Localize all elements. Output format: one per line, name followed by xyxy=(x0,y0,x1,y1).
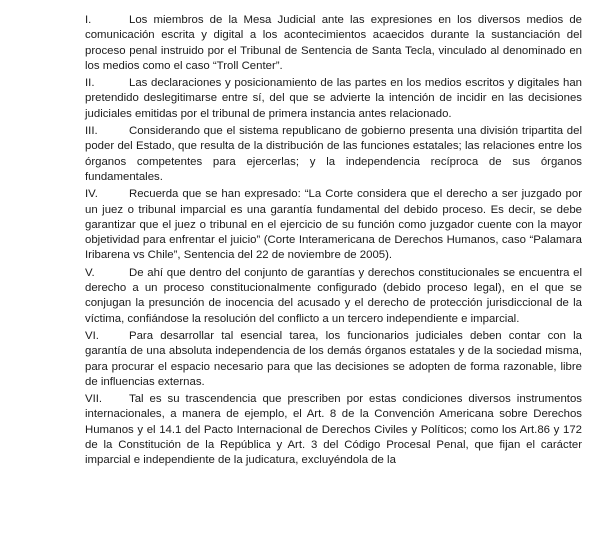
paragraph-number: III. xyxy=(85,125,98,138)
paragraph-number: II. xyxy=(85,77,95,90)
paragraph-2 xyxy=(85,76,582,122)
paragraph-text: Tal es su trascendencia que prescriben por estas condiciones diversos instrumentos internacionales, a manera de ejemplo, el Art. 8 de la Convención Americana sobre Derechos Humanos y el 14.1 del Pacto Internacional de Derechos Civiles y Políticos; como los Art.86 y 172 de la Constitución de la República y Art. 3 del Código Procesal Penal, que fijan el carácter imparcial e independiente de la judicatura, excluyéndola de la xyxy=(85,393,582,467)
paragraph-number: VII. xyxy=(85,393,103,406)
paragraph-text: Considerando que el sistema republicano de gobierno presenta una división tripartita del poder del Estado, que resulta de la distribución de las funciones estatales; las relaciones entre los órganos competentes para ejercerlas; y la independencia recíproca de sus órganos fundamentales. xyxy=(85,125,582,183)
paragraph-5 xyxy=(85,266,582,327)
paragraph-6 xyxy=(85,329,582,390)
paragraph-1 xyxy=(85,13,582,74)
clipped-heading xyxy=(0,0,612,5)
paragraph-3 xyxy=(85,124,582,185)
paragraph-number: VI. xyxy=(85,329,99,342)
paragraph-number: V. xyxy=(85,266,95,279)
paragraph-text: Para desarrollar tal esencial tarea, los funcionarios judiciales deben contar con la garantía de una absoluta independencia de los demás órganos estatales y de la sociedad misma, para procurar el espacio necesario para que las decisiones se adopten de forma razonable, libre de influencias externas. xyxy=(85,329,582,388)
paragraph-number: IV. xyxy=(85,188,98,201)
paragraph-4 xyxy=(85,187,582,263)
paragraph-text: De ahí que dentro del conjunto de garantías y derechos constitucionales se encuentra el derecho a un proceso constitucionalmente configurado (debido proceso legal), en el que se conjugan la presunción de inocencia del acusado y el derecho de protección jurisdiccional de la víctima, confiándose la resolución del conflicto a un tercero independiente e imparcial. xyxy=(85,266,582,325)
paragraph-text: Las declaraciones y posicionamiento de las partes en los medios escritos y digitales han pretendido deslegitimarse entre sí, del que se advierte la intención de incidir en las decisiones judiciales emitidas por el tribunal de primera instancia antes relacionado. xyxy=(85,77,582,120)
paragraph-text: Los miembros de la Mesa Judicial ante las expresiones en los diversos medios de comunicación escrita y digital a los acontecimientos acaecidos durante la sustanciación del proceso penal instruido por el Tribunal de Sentencia de Santa Tecla, vinculado al denominado en los medios como el caso “Troll Center”. xyxy=(85,14,582,72)
paragraph-number: I. xyxy=(85,14,92,26)
paragraph-7 xyxy=(85,392,582,468)
paragraph-text: Recuerda que se han expresado: “La Corte considera que el derecho a ser juzgado por un juez o tribunal imparcial es una garantía fundamental del debido proceso. Es decir, se debe garantizar que el juez o tribunal en el ejercicio de su función como juzgador cuente con la mayor objetividad para enfrentar el juicio” (Corte Interamericana de Derechos Humanos, caso “Palamara Iribarena vs Chile”, Sentencia del 22 de noviembre de 2005). xyxy=(85,188,582,262)
